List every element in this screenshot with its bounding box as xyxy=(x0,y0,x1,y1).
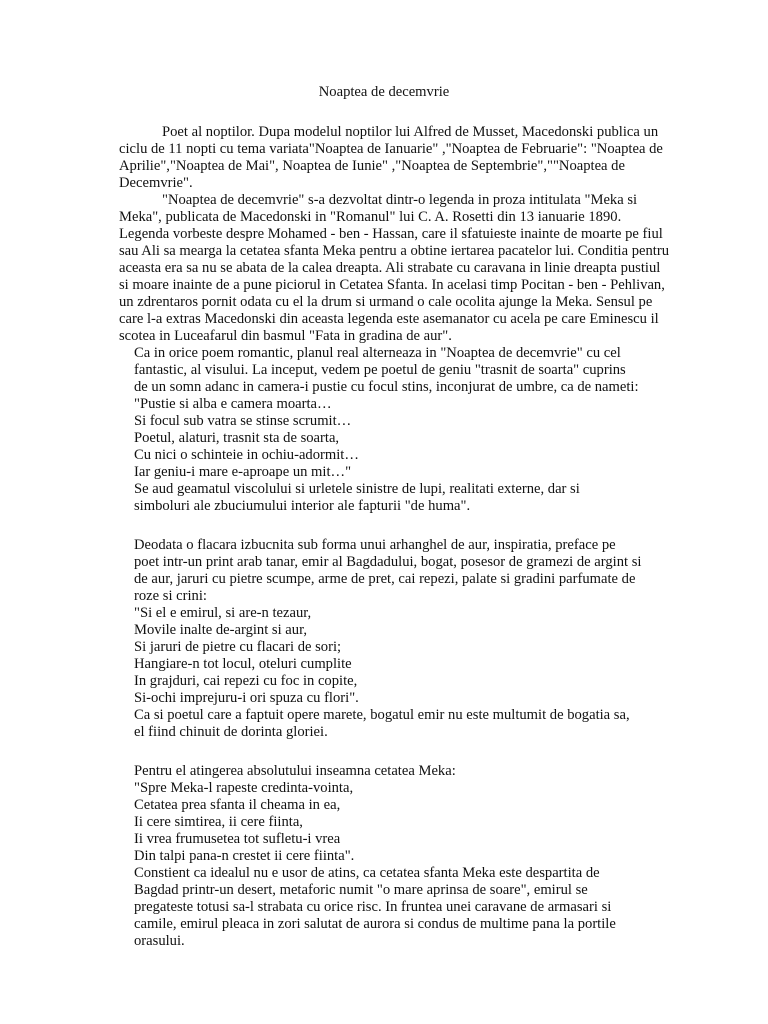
text-line: Bagdad printr-un desert, metaforic numit "o mare aprinsa de soare", emirul se xyxy=(134,882,588,898)
poem-line: "Spre Meka-l rapeste credinta-vointa, xyxy=(134,780,354,796)
text-line: Constient ca idealul nu e usor de atins, ca cetatea sfanta Meka este despartita de xyxy=(134,865,600,881)
poem-line: Si-ochi imprejuru-i ori spuza cu flori". xyxy=(134,690,359,706)
text-line: Decemvrie". xyxy=(119,175,193,191)
text-line: care l-a extras Macedonski din aceasta legenda este asemanator cu acela pe care Eminescu il xyxy=(119,311,659,327)
text-line: Poet al noptilor. Dupa modelul noptilor lui Alfred de Musset, Macedonski publica un xyxy=(162,124,659,140)
poem-line: "Pustie si alba e camera moarta… xyxy=(134,396,332,412)
poem-line: Si focul sub vatra se stinse scrumit… xyxy=(134,413,352,429)
poem-line: Ii cere simtirea, ii cere fiinta, xyxy=(134,814,303,830)
text-line: scotea in Luceafarul din basmul "Fata in gradina de aur". xyxy=(119,328,452,344)
page-title: Noaptea de decemvrie xyxy=(318,84,450,100)
text-line: pregateste totusi sa-l strabata cu orice risc. In fruntea unei caravane de armasari si xyxy=(134,899,612,915)
text-line: Ca in orice poem romantic, planul real alterneaza in "Noaptea de decemvrie" cu cel xyxy=(134,345,621,361)
poem-line: Cu nici o schinteie in ochiu-adormit… xyxy=(134,447,359,463)
text-line: de un somn adanc in camera-i pustie cu focul stins, inconjurat de umbre, ca de nameti: xyxy=(134,379,639,395)
poem-line: Poetul, alaturi, trasnit sta de soarta, xyxy=(134,430,340,446)
text-line: camile, emirul pleaca in zori salutat de aurora si condus de multime pana la portile xyxy=(134,916,616,932)
poem-line: Si jaruri de pietre cu flacari de sori; xyxy=(134,639,342,655)
poem-line: In grajduri, cai repezi cu foc in copite, xyxy=(134,673,358,689)
poem-line: Din talpi pana-n crestet ii cere fiinta". xyxy=(134,848,355,864)
text-line: orasului. xyxy=(134,933,185,949)
poem-line: Hangiare-n tot locul, oteluri cumplite xyxy=(134,656,352,672)
text-line: Se aud geamatul viscolului si urletele sinistre de lupi, realitati externe, dar si xyxy=(134,481,580,497)
text-line: si moare inainte de a pune piciorul in Cetatea Sfanta. In acelasi timp Pocitan - ben - Pehlivan, xyxy=(119,277,665,293)
text-line: poet intr-un print arab tanar, emir al Bagdadului, bogat, posesor de gramezi de argint si xyxy=(134,554,642,570)
text-line: sau Ali sa mearga la cetatea sfanta Meka pentru a obtine iertarea pacatelor lui. Conditia pentru xyxy=(119,243,670,259)
poem-line: Ii vrea frumusetea tot sufletu-i vrea xyxy=(134,831,341,847)
poem-line: "Si el e emirul, si are-n tezaur, xyxy=(134,605,312,621)
text-line: aceasta era sa nu se abata de la calea dreapta. Ali strabate cu caravana in linie dreapta pustiul xyxy=(119,260,661,276)
text-line: fantastic, al visului. La inceput, vedem pe poetul de geniu "trasnit de soarta" cuprins xyxy=(134,362,626,378)
poem-line: Iar geniu-i mare e-aproape un mit…" xyxy=(134,464,352,480)
text-line: Deodata o flacara izbucnita sub forma unui arhanghel de aur, inspiratia, preface pe xyxy=(134,537,616,553)
text-line: un zdrentaros pornit odata cu el la drum si urmand o cale ocolita ajunge la Meka. Sensul pe xyxy=(119,294,653,310)
poem-line: Movile inalte de-argint si aur, xyxy=(134,622,308,638)
text-line: el fiind chinuit de dorinta gloriei. xyxy=(134,724,328,740)
poem-line: Cetatea prea sfanta il cheama in ea, xyxy=(134,797,341,813)
text-line: "Noaptea de decemvrie" s-a dezvoltat dintr-o legenda in proza intitulata "Meka si xyxy=(162,192,638,208)
text-line: Legenda vorbeste despre Mohamed - ben - Hassan, care il sfatuieste inainte de moarte pe fiul xyxy=(119,226,663,242)
text-line: roze si crini: xyxy=(134,588,207,604)
text-line: ciclu de 11 nopti cu tema variata"Noaptea de Ianuarie" ,"Noaptea de Februarie": "Noaptea de xyxy=(119,141,663,157)
text-line: Pentru el atingerea absolutului inseamna cetatea Meka: xyxy=(134,763,456,779)
text-line: simboluri ale zbuciumului interior ale fapturii "de huma". xyxy=(134,498,471,514)
text-line: Meka", publicata de Macedonski in "Romanul" lui C. A. Rosetti din 13 ianuarie 1890. xyxy=(119,209,622,225)
text-line: de aur, jaruri cu pietre scumpe, arme de pret, cai repezi, palate si gradini parfumate de xyxy=(134,571,636,587)
text-line: Ca si poetul care a faptuit opere marete, bogatul emir nu este multumit de bogatia sa, xyxy=(134,707,630,723)
text-line: Aprilie","Noaptea de Mai", Noaptea de Iunie" ,"Noaptea de Septembrie",""Noaptea de xyxy=(119,158,625,174)
